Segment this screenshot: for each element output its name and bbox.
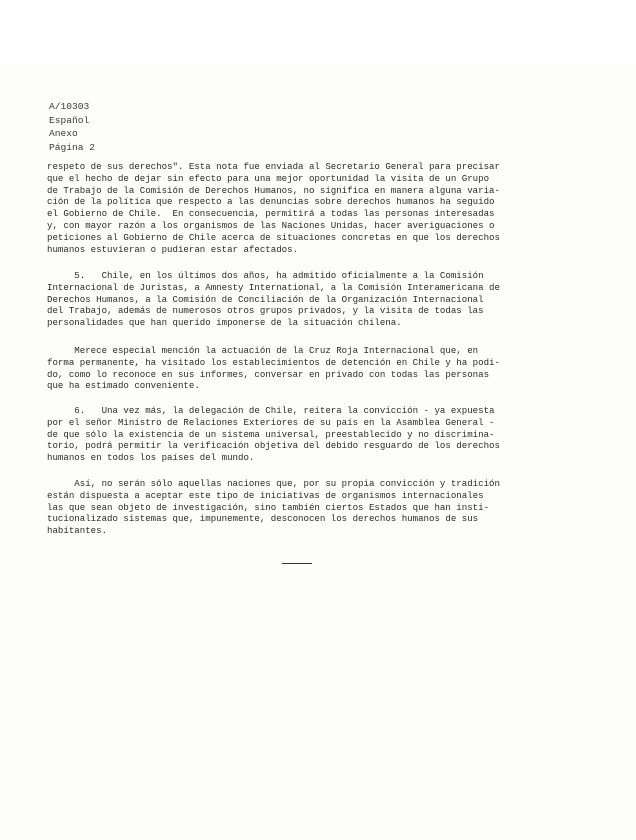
text-line: de que sólo la existencia de un sistema universal, preestablecido y no discrimina- — [47, 428, 495, 440]
end-of-document-rule — [282, 563, 312, 564]
text-line: do, como lo reconoce en sus informes, conversar en privado con todas las personas — [47, 368, 490, 380]
text-line: que el hecho de dejar sin efecto para una mejor oportunidad la visita de un Grupo — [47, 172, 490, 184]
paragraph-2 — [47, 270, 500, 329]
text-line: por el señor Ministro de Relaciones Exteriores de su país en la Asamblea General - — [47, 416, 495, 428]
text-line: del Trabajo, además de numerosos otros grupos privados, y la visita de todas las — [47, 305, 484, 317]
text-line: Así, no serán sólo aquellas naciones que, por su propia convicción y tradición — [47, 478, 500, 489]
text-line: peticiones al Gobierno de Chile acerca de situaciones concretas en que los derechos — [47, 231, 500, 243]
paragraph-5 — [47, 478, 500, 537]
text-line: humanos en todos los países del mundo. — [47, 452, 255, 464]
text-line: de Trabajo de la Comisión de Derechos Humanos, no significa en manera alguna varia- — [47, 184, 500, 196]
text-line: forma permanente, ha visitado los establecimientos de detención en Chile y ha podi- — [47, 356, 500, 368]
document-header — [49, 100, 95, 154]
document-symbol: A/10303 — [49, 101, 90, 112]
document-annex: Anexo — [49, 128, 78, 139]
text-line: Internacional de Juristas, a Amnesty International, a la Comisión Interamericana de — [47, 281, 500, 293]
document-language: Español — [49, 114, 90, 126]
text-line: Derechos Humanos, a la Comisión de Conciliación de la Organización Internacional — [47, 293, 484, 305]
text-line: que ha estimado conveniente. — [47, 380, 200, 392]
text-line: tucionalizado sistemas que, impunemente, desconocen los derechos humanos de sus — [47, 513, 479, 525]
text-line: humanos estuvieran o pudieran estar afectados. — [47, 243, 299, 255]
text-line: están dispuesta a aceptar este tipo de iniciativas de organismos internacionales — [47, 489, 484, 501]
text-line: respeto de sus derechos". Esta nota fue enviada al Secretario General para precisar — [47, 161, 500, 172]
top-margin — [0, 0, 636, 66]
paragraph-4 — [47, 405, 500, 464]
text-line: el Gobierno de Chile. En consecuencia, permitirá a todas las personas interesadas — [47, 208, 495, 220]
text-line: ción de la política que respecto a las denuncias sobre derechos humanos ha seguido — [47, 196, 495, 208]
text-line: Merece especial mención la actuación de la Cruz Roja Internacional que, en — [47, 345, 479, 356]
text-line: torio, podrá permitir la verificación objetiva del debido resguardo de los derechos — [47, 440, 500, 452]
text-line: 6. Una vez más, la delegación de Chile, reitera la convicción - ya expuesta — [47, 405, 495, 416]
document-page-number: Página 2 — [49, 141, 96, 153]
text-line: personalidades que han querido imponerse de la situación chilena. — [47, 317, 402, 329]
text-line: habitantes. — [47, 525, 108, 537]
paragraph-3 — [47, 345, 500, 392]
text-line: y, con mayor razón a los organismos de las Naciones Unidas, hacer averiguaciones o — [47, 219, 495, 231]
text-line: 5. Chile, en los últimos dos años, ha admitido oficialmente a la Comisión — [47, 270, 484, 281]
text-line: las que sean objeto de investigación, sino también ciertos Estados que han insti- — [47, 501, 490, 513]
paragraph-1 — [47, 161, 500, 255]
